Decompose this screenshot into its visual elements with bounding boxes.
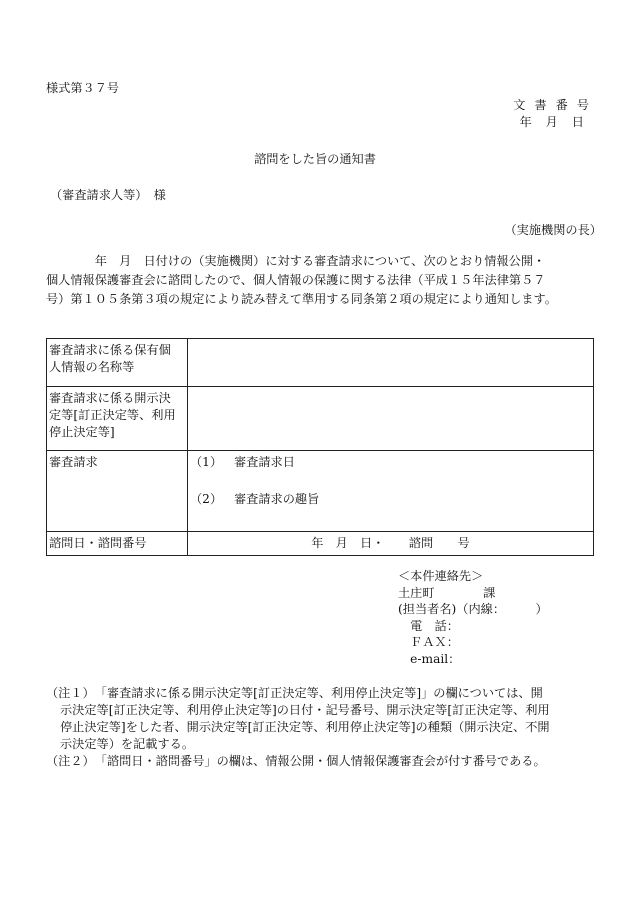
body-line: 年 月 日付けの（実施機関）に対する審査請求について、次のとおり情報公開・ bbox=[46, 254, 546, 268]
cell-request bbox=[188, 451, 594, 532]
page-title: 諮問をした旨の通知書 bbox=[254, 152, 376, 166]
contact-person: (担当者名)（内線： ） bbox=[398, 602, 548, 616]
document-number-label: 文書番号 bbox=[513, 98, 598, 112]
row-label-personal-info: 審査請求に係る保有個 人情報の名称等 bbox=[47, 339, 188, 387]
notes bbox=[46, 685, 606, 770]
table-row bbox=[47, 387, 594, 451]
body-line: 個人情報保護審査会に諮問したので、個人情報の保護に関する法律（平成１５年法律第５７ bbox=[46, 273, 546, 287]
contact-block bbox=[398, 568, 548, 667]
sender: （実施機関の長） bbox=[504, 223, 602, 237]
note-line: （注１） 「審査請求に係る開示決定等[訂正決定等、利用停止決定等]」の欄については、開 bbox=[46, 686, 543, 700]
contact-fax: ＦＡＸ： bbox=[398, 635, 459, 649]
request-table bbox=[46, 338, 594, 556]
request-date-item: （1） 審査請求日 bbox=[190, 455, 295, 469]
note-line: 示決定等）を記載する。 bbox=[60, 737, 195, 751]
row-label-request: 審査請求 bbox=[47, 451, 188, 532]
addressee: （審査請求人等） 様 bbox=[50, 188, 166, 202]
row-label-disclosure-decision: 審査請求に係る開示決 定等[訂正決定等、利用 停止決定等] bbox=[47, 387, 188, 451]
form-number: 様式第３７号 bbox=[46, 81, 120, 95]
table-row bbox=[47, 451, 594, 532]
contact-phone: 電 話： bbox=[398, 618, 459, 633]
request-purpose-item: （2） 審査請求の趣旨 bbox=[190, 492, 320, 506]
body-text bbox=[46, 252, 616, 309]
cell-inquiry: 年 月 日・ 諮問 号 bbox=[188, 532, 594, 556]
note-line: （注２） 「諮問日・諮問番号」の欄は、情報公開・個人情報保護審査会が付す番号である。 bbox=[46, 754, 546, 768]
body-line: 号）第１０５条第３項の規定により読み替えて準用する同条第２項の規定により通知します。 bbox=[46, 292, 557, 306]
cell-disclosure-decision bbox=[188, 387, 594, 451]
note-line: 示決定等[訂正決定等、利用停止決定等]の日付・記号番号、開示決定等[訂正決定等、利用 bbox=[60, 703, 550, 717]
document-date-label: 年月日 bbox=[519, 115, 598, 129]
contact-department: 土庄町 課 bbox=[398, 585, 496, 600]
note-line: 停止決定等]をした者、開示決定等[訂正決定等、利用停止決定等]の種類（開示決定、不開 bbox=[60, 720, 550, 734]
contact-heading: ＜本件連絡先＞ bbox=[398, 569, 484, 583]
cell-personal-info bbox=[188, 339, 594, 387]
table-row bbox=[47, 532, 594, 556]
contact-email: e-mail： bbox=[398, 651, 461, 666]
row-label-inquiry: 諮問日・諮問番号 bbox=[47, 532, 188, 556]
table-row bbox=[47, 339, 594, 387]
